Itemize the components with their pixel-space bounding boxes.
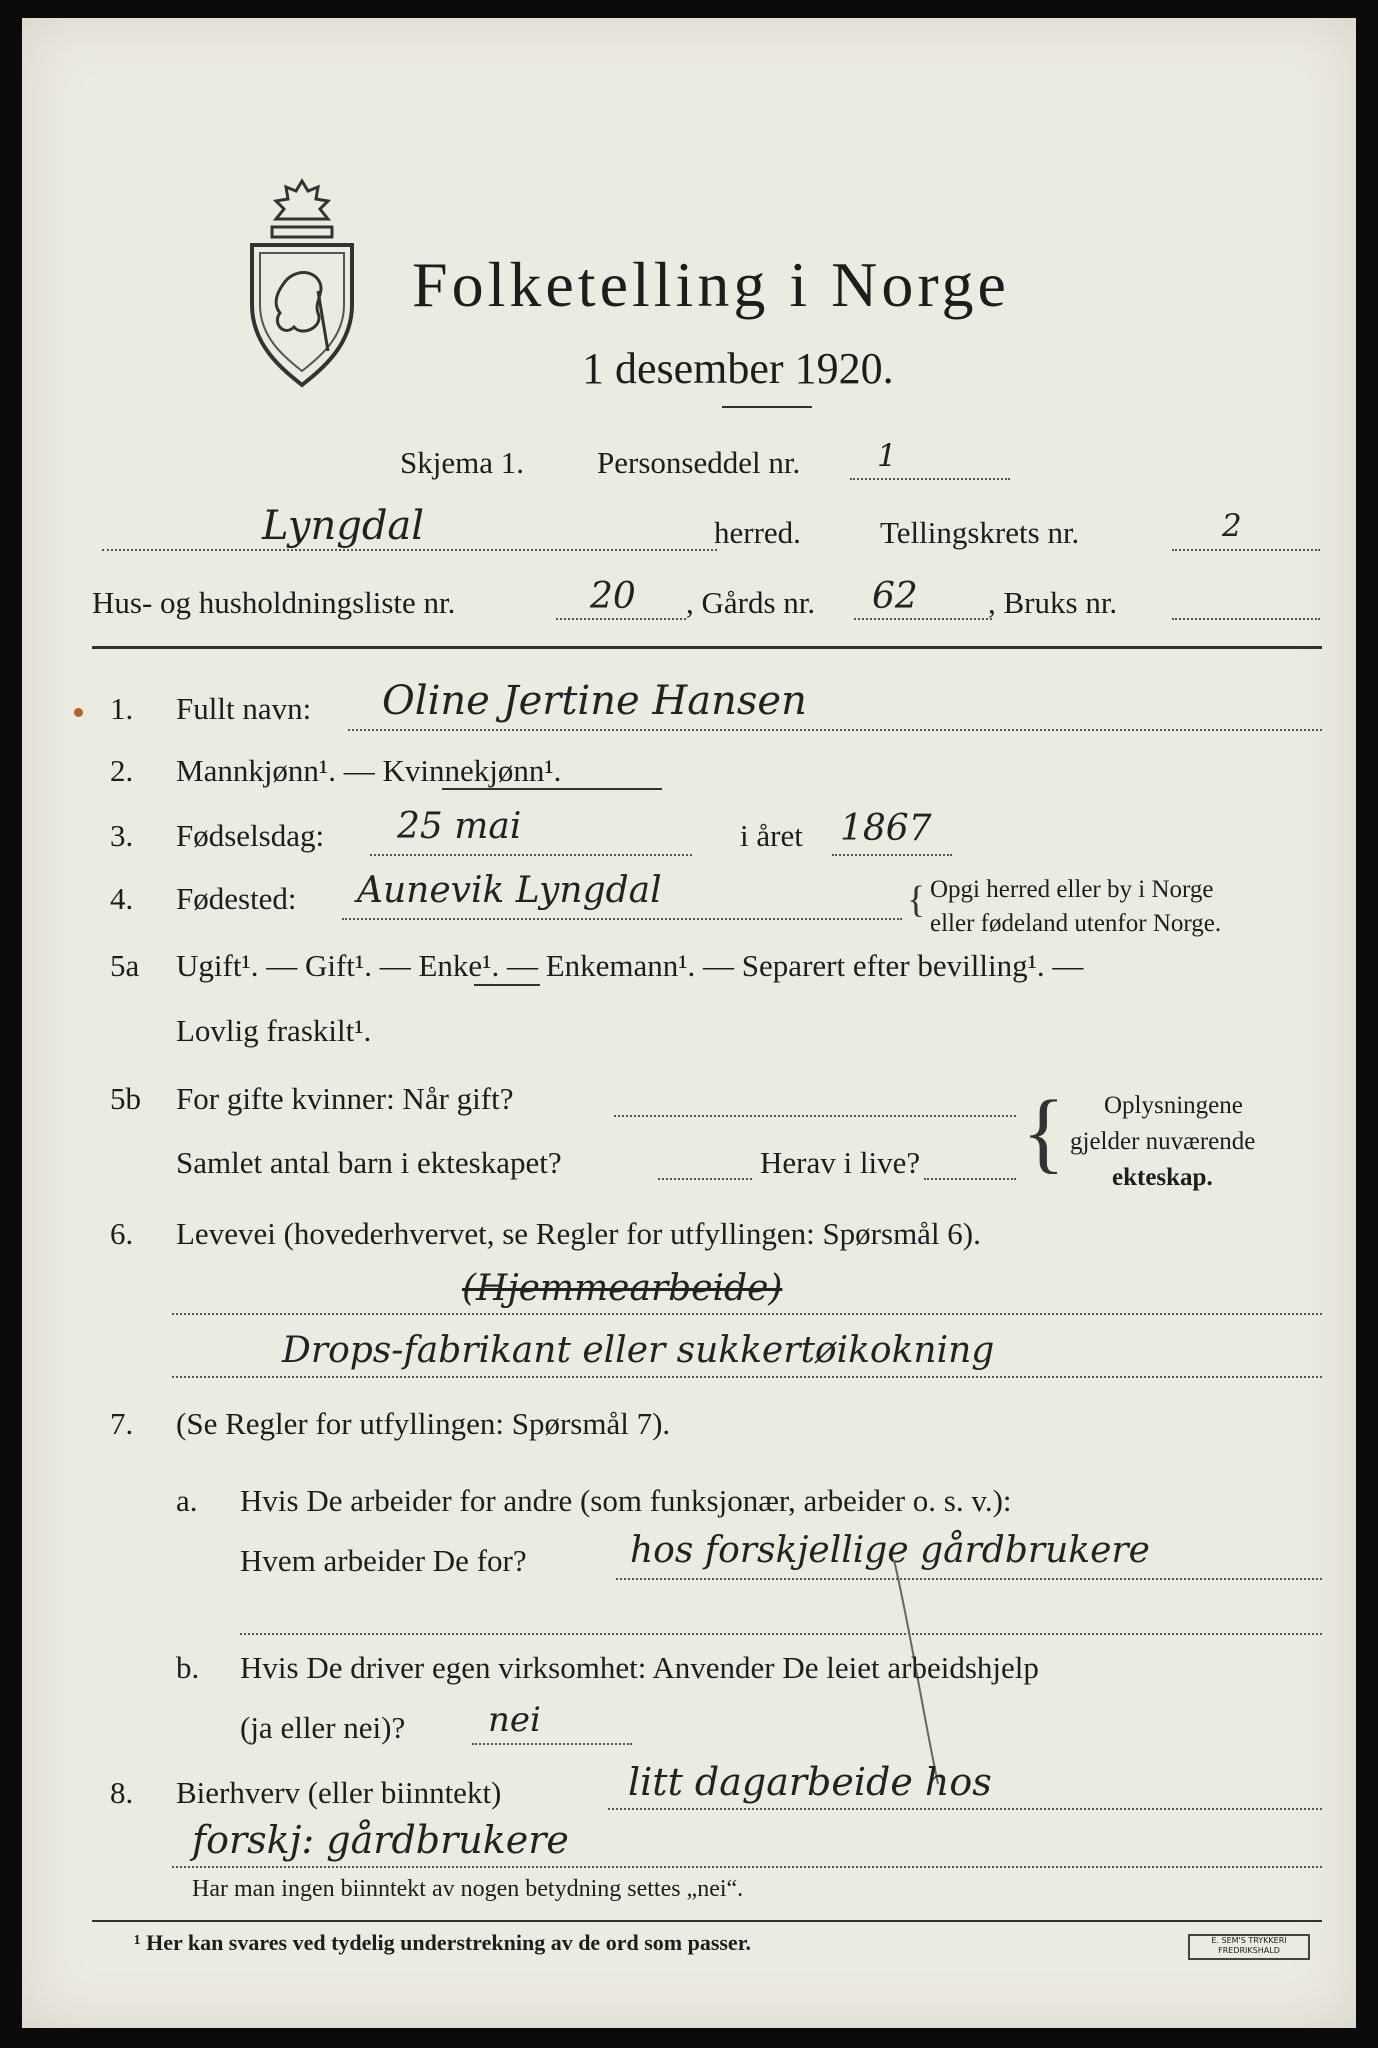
q4-label: Fødested: (176, 881, 297, 916)
birthplace-line (342, 918, 902, 920)
marital-status-options[interactable]: Ugift¹. — Gift¹. — Enke¹. — Enkemann¹. — Separert efter bevilling¹. — (176, 948, 1084, 983)
birthplace-note-brace: { (907, 879, 926, 921)
children-alive-line (924, 1178, 1016, 1180)
employer-value[interactable]: hos forskjellige gårdbrukere (630, 1530, 1150, 1571)
birthplace-value[interactable]: Aunevik Lyngdal (357, 870, 662, 911)
form-title: Folketelling i Norge (412, 249, 1010, 320)
q3-label: Fødselsdag: (176, 818, 325, 853)
marriage-note-line2: gjelder nuværende (1070, 1128, 1256, 1155)
skjema-label: Skjema 1. (400, 445, 524, 480)
tellingskrets-value[interactable]: 2 (1222, 508, 1242, 544)
footnote: ¹ Her kan svares ved tydelig understrekning av de ord som passer. (134, 1930, 751, 1955)
tellingskrets-label: Tellingskrets nr. (880, 515, 1080, 550)
q7b-letter: b. (176, 1650, 200, 1685)
q8-number: 8. (110, 1775, 134, 1810)
personseddel-label: Personseddel nr. (597, 445, 801, 480)
q7-label: (Se Regler for utfyllingen: Spørsmål 7). (176, 1406, 671, 1441)
q1-label: Fullt navn: (176, 691, 312, 726)
gender-options[interactable]: Mannkjønn¹. — Kvinnekjønn¹. (176, 753, 562, 788)
census-date: 1 desember 1920. (582, 344, 894, 393)
marriage-note-line3: ekteskap. (1112, 1164, 1213, 1191)
q5b-number: 5b (110, 1081, 141, 1116)
q3-number: 3. (110, 818, 134, 853)
gards-line (854, 618, 992, 620)
side-income-note: Har man ingen biinntekt av nogen betydning settes „nei“. (192, 1876, 744, 1902)
hired-help-label: (ja eller nei)? (240, 1710, 406, 1745)
q4-number: 4. (110, 881, 134, 916)
husliste-label: Hus- og husholdningsliste nr. (92, 585, 456, 620)
bruks-line (1172, 618, 1320, 620)
birthplace-note-line1: Opgi herred eller by i Norge (930, 876, 1214, 903)
children-alive-label: Herav i live? (760, 1145, 921, 1180)
full-name-line (348, 729, 1322, 731)
occupation-line2 (172, 1376, 1322, 1378)
gards-value[interactable]: 62 (872, 576, 918, 617)
birth-day-line (370, 854, 692, 856)
marital-status-line2[interactable]: Lovlig fraskilt¹. (176, 1013, 372, 1048)
margin-mark (74, 708, 83, 717)
q2-number: 2. (110, 753, 134, 788)
employer-line2 (240, 1633, 1322, 1635)
occupation-struck-value[interactable]: (Hjemmearbeide) (462, 1268, 783, 1309)
q7a-line1: Hvis De arbeider for andre (som funksjonær, arbeider o. s. v.): (240, 1483, 1012, 1518)
side-income-value1[interactable]: litt dagarbeide hos (628, 1760, 992, 1804)
year-label: i året (740, 818, 803, 853)
full-name-value[interactable]: Oline Jertine Hansen (382, 678, 807, 724)
side-income-value2[interactable]: forskj: gårdbrukere (192, 1818, 569, 1862)
gards-label: , Gårds nr. (686, 585, 816, 620)
birthplace-note-line2: eller fødeland utenfor Norge. (930, 910, 1222, 937)
footer-rule (92, 1920, 1322, 1922)
q7b-line1: Hvis De driver egen virksomhet: Anvender De leiet arbeidshjelp (240, 1650, 1039, 1685)
side-income-line1 (608, 1808, 1322, 1810)
married-when-label: For gifte kvinner: Når gift? (176, 1081, 514, 1116)
herred-label: herred. (714, 515, 801, 550)
q1-number: 1. (110, 691, 134, 726)
employer-label: Hvem arbeider De for? (240, 1543, 527, 1578)
birth-day-value[interactable]: 25 mai (397, 806, 522, 847)
husliste-line (556, 618, 686, 620)
q6-number: 6. (110, 1216, 134, 1251)
marital-underline (474, 984, 540, 986)
tellingskrets-line (1172, 549, 1320, 551)
husliste-value[interactable]: 20 (590, 576, 636, 617)
marriage-note-brace: { (1022, 1083, 1066, 1182)
header-rule (92, 646, 1322, 649)
title-divider (722, 406, 812, 408)
birth-year-value[interactable]: 1867 (840, 808, 932, 849)
hired-help-line (472, 1743, 632, 1745)
hired-help-value[interactable]: nei (488, 1700, 541, 1740)
q5a-number: 5a (110, 948, 140, 983)
children-total-label: Samlet antal barn i ekteskapet? (176, 1145, 562, 1180)
gender-underline (442, 788, 662, 790)
side-income-label: Bierhverv (eller biinntekt) (176, 1775, 502, 1810)
occupation-value[interactable]: Drops-fabrikant eller sukkertøikokning (282, 1330, 995, 1371)
occupation-label: Levevei (hovederhvervet, se Regler for utfyllingen: Spørsmål 6). (176, 1216, 981, 1251)
bruks-label: , Bruks nr. (988, 585, 1118, 620)
personseddel-value[interactable]: 1 (877, 438, 897, 474)
children-total-line (658, 1178, 752, 1180)
census-form (22, 18, 1356, 2028)
q7-number: 7. (110, 1406, 134, 1441)
marriage-note-line1: Oplysningene (1104, 1092, 1243, 1119)
side-income-line2 (172, 1866, 1322, 1868)
herred-value[interactable]: Lyngdal (262, 503, 425, 549)
occupation-line1 (172, 1313, 1322, 1315)
employer-line1 (616, 1578, 1322, 1580)
q7a-letter: a. (176, 1483, 198, 1518)
birth-year-line (832, 854, 952, 856)
herred-line (102, 549, 717, 551)
coat-of-arms-icon (244, 173, 360, 391)
printer-stamp: E. SEM'S TRYKKERI FREDRIKSHALD (1188, 1934, 1310, 1960)
personseddel-line (850, 478, 1010, 480)
married-when-line (614, 1115, 1016, 1117)
